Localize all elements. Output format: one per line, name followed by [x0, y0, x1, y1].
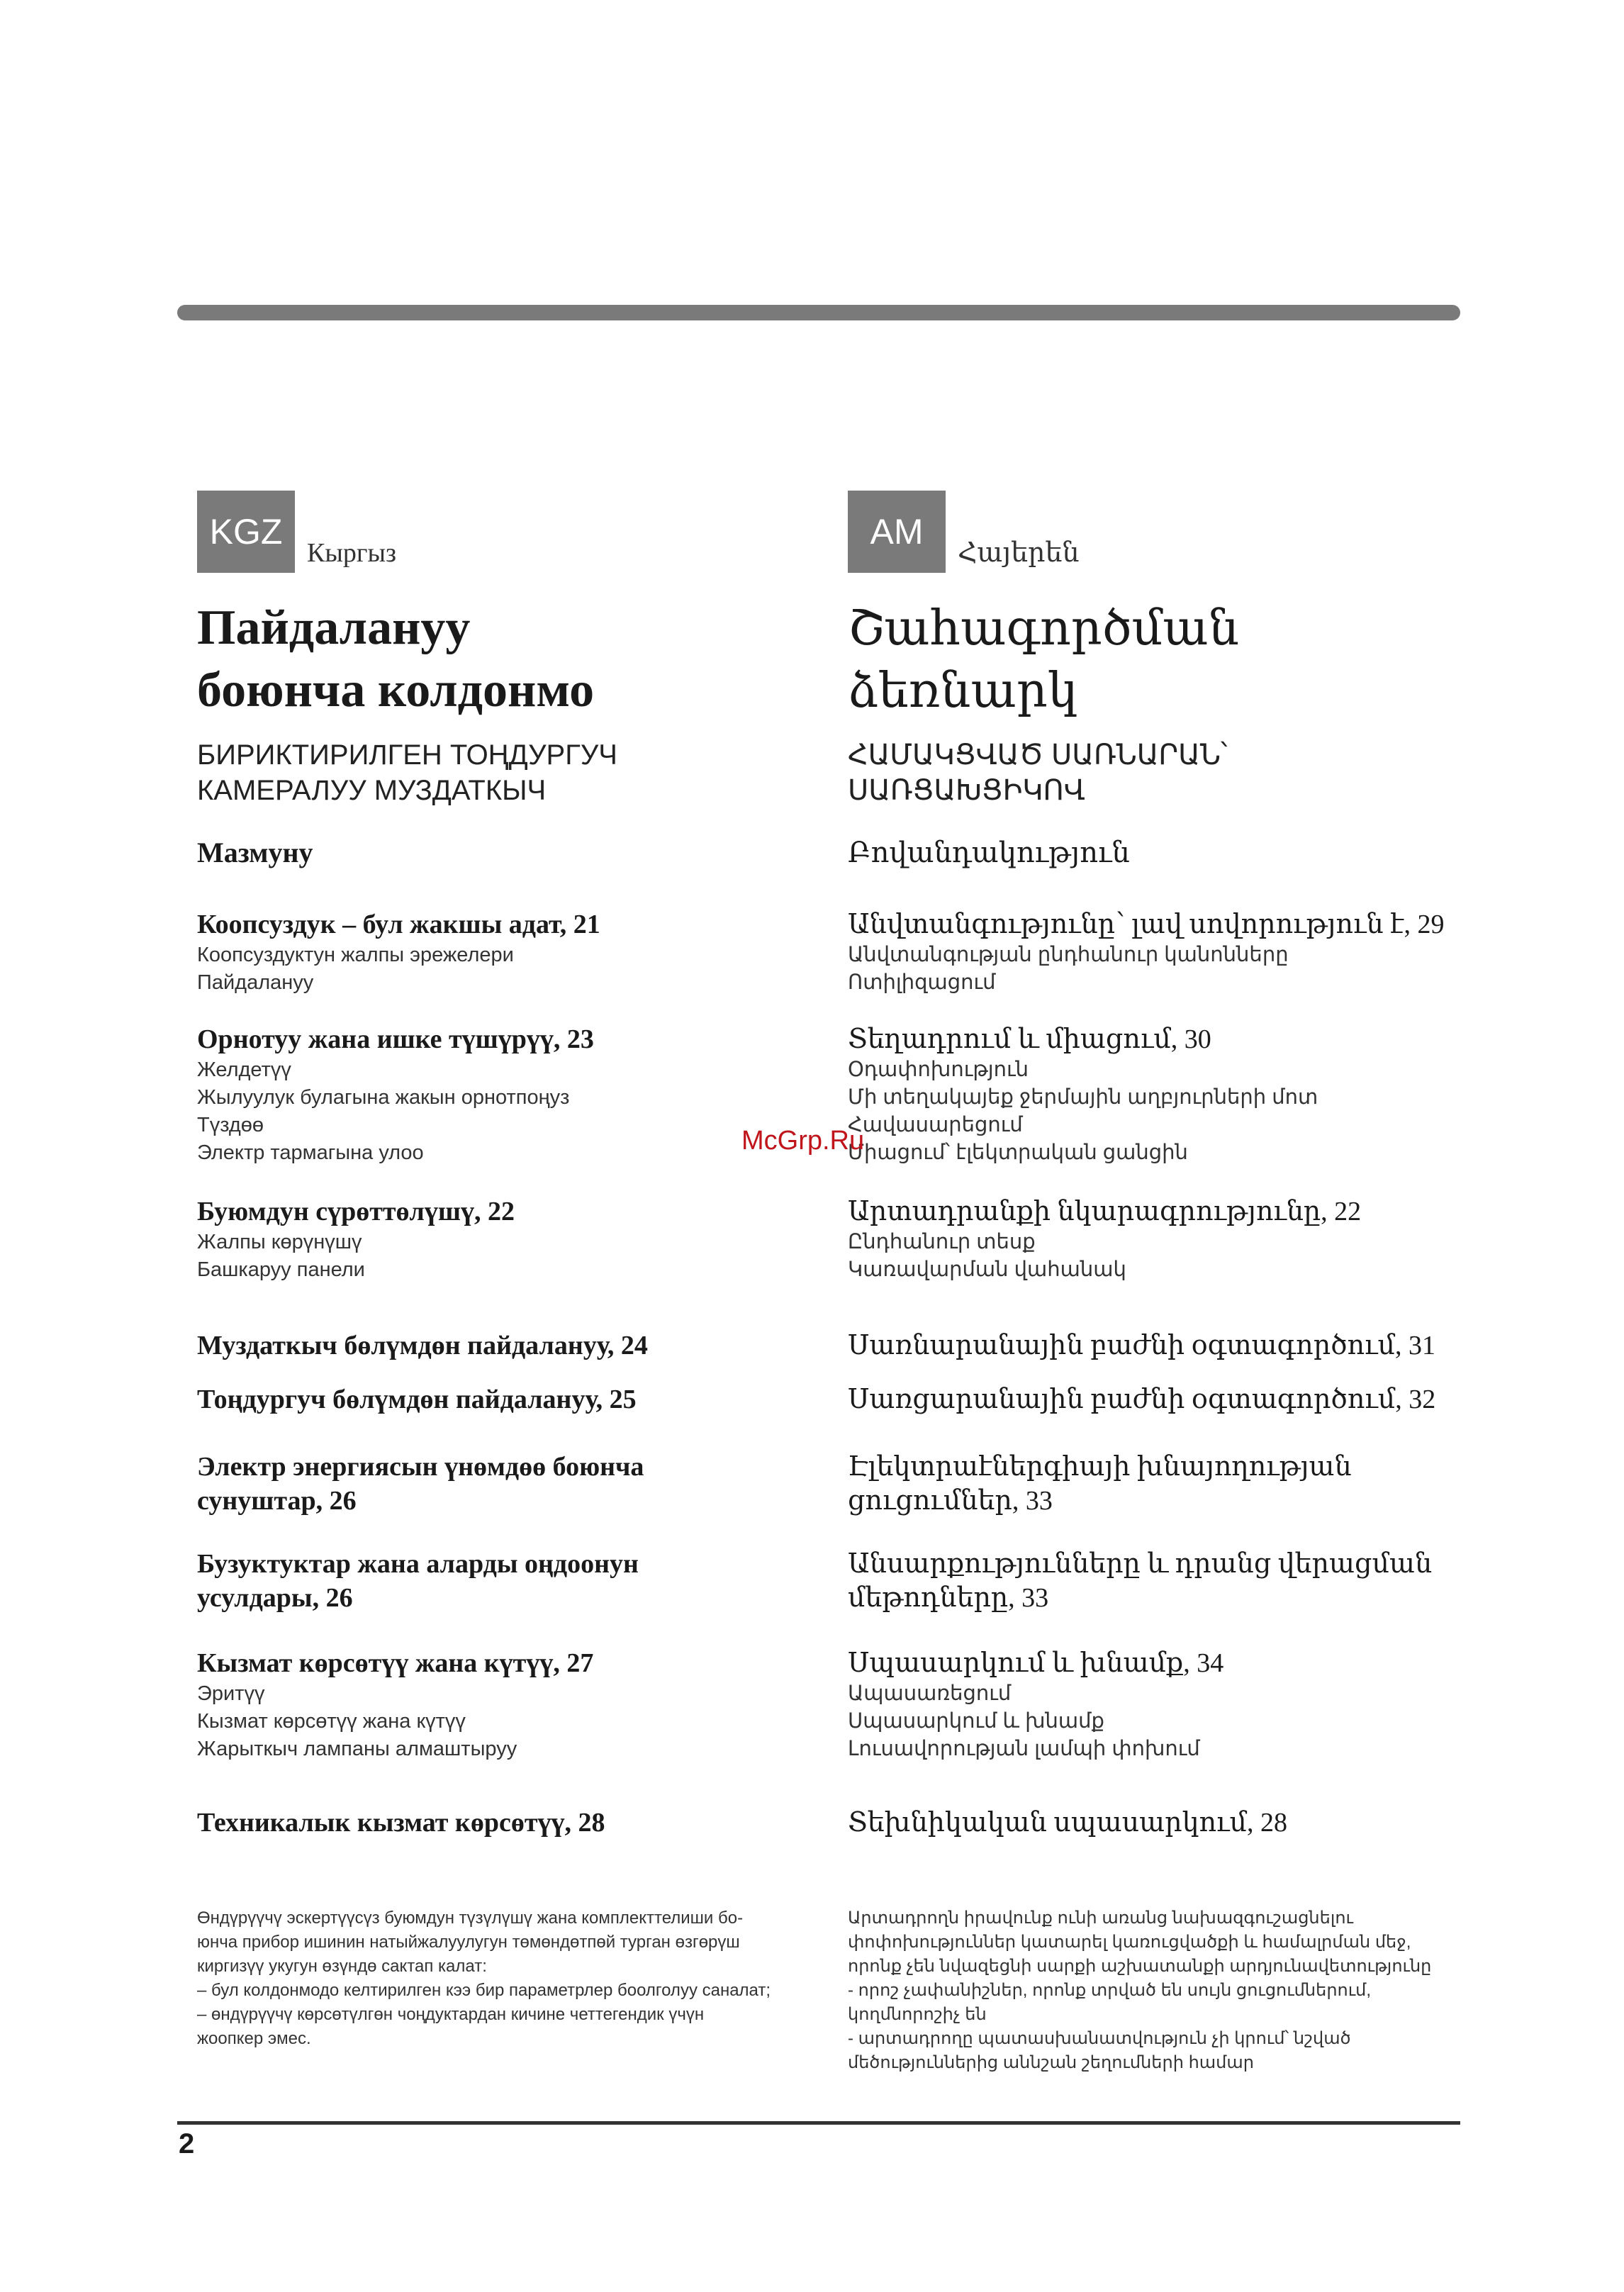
product-subtitle	[197, 737, 617, 808]
contents-section	[197, 1547, 639, 1615]
section-heading: Муздаткыч бөлүмдөн пайдалануу, 24	[197, 1331, 648, 1360]
contents-section	[848, 1450, 1352, 1518]
section-subitem: Жарыткыч лампаны алмаштыруу	[197, 1738, 517, 1760]
language-header	[848, 491, 1486, 574]
subtitle-line: ՍԱՌՑԱԽՑԻԿՈՎ	[848, 775, 1085, 806]
section-heading: Անսարքությունները և դրանց վերացման	[848, 1549, 1433, 1579]
section-heading: Кызмат көрсөтүү жана күтүү, 27	[197, 1648, 594, 1678]
section-subitem: Մի տեղակայեք ջերմային աղբյուրների մոտ	[848, 1086, 1318, 1109]
section-subitem: Լուսավորության լամպի փոխում	[848, 1738, 1200, 1760]
section-subitem: Հավասարեցում	[848, 1114, 1023, 1136]
section-subitem: Түздөө	[197, 1114, 264, 1136]
contents-section	[848, 1646, 1223, 1763]
section-heading: Техникалык кызмат көрсөтүү, 28	[197, 1808, 605, 1838]
section-subitem: Коопсуздуктун жалпы эрежелери	[197, 944, 514, 966]
section-heading: Սպասարկում և խնամք, 34	[848, 1648, 1224, 1678]
contents-section	[848, 1382, 1435, 1416]
section-heading: Электр энергиясын үнөмдөө боюнча	[197, 1452, 644, 1482]
contents-heading: Բովանդակություն	[848, 837, 1130, 868]
footnote-line: Արտադրողն իրավունք ունի առանց նախազգուշացնելու	[848, 1908, 1353, 1928]
section-subitem: Սպասարկում և խնամք	[848, 1710, 1105, 1733]
contents-section	[197, 1329, 648, 1363]
title-line: боюнча колдонмо	[197, 663, 595, 717]
section-subitem: Ընդհանուր տեսք	[848, 1231, 1036, 1253]
contents-section	[197, 1022, 594, 1167]
section-heading: Тоңдургуч бөлүмдөн пайдалануу, 25	[197, 1385, 637, 1414]
bottom-rule	[177, 2121, 1460, 2125]
footnote	[848, 1906, 1472, 2075]
title-line: Շահագործման	[848, 601, 1240, 655]
language-name: Кыргыз	[307, 538, 397, 568]
subtitle-line: ՀԱՄԱԿՑՎԱԾ ՍԱՌՆԱՐԱՆ՝	[848, 739, 1228, 771]
section-heading: Արտադրանքի նկարագրությունը, 22	[848, 1197, 1362, 1226]
section-subitem: Ոտիլիզացում	[848, 971, 996, 994]
footnote-line: փոփոխություններ կատարել կառուցվածքի և համալրման մեջ,	[848, 1933, 1411, 1952]
contents-section	[197, 907, 600, 997]
column-armenian	[848, 491, 1486, 2072]
footnote-line: жоопкер эмес.	[197, 2029, 311, 2048]
language-badge: KGZ	[197, 491, 295, 573]
section-heading: Орнотуу жана ишке түшүрүү, 23	[197, 1024, 594, 1054]
section-subitem: Электр тармагына улоо	[197, 1141, 424, 1164]
contents-section	[197, 1195, 515, 1284]
footnote-line: որոնք չեն նվազեցնի սարքի աշխատանքի արդյունավետությունը	[848, 1957, 1432, 1976]
contents-section	[197, 1646, 593, 1763]
footnote-line: - արտադրողը պատասխանատվություն չի կրում՝ նշված	[848, 2029, 1351, 2048]
footnote-line: - որոշ չափանիշներ, որոնք տրված են սույն ցուցումներում,	[848, 1981, 1372, 2000]
contents-section	[197, 1382, 637, 1416]
section-heading: Տեխնիկական սպասարկում, 28	[848, 1808, 1288, 1838]
section-heading: сунуштар, 26	[197, 1486, 357, 1516]
document-title	[848, 597, 1239, 722]
section-subitem: Пайдалануу	[197, 971, 314, 994]
section-subitem: Ապասառեցում	[848, 1682, 1012, 1705]
section-subitem: Кызмат көрсөтүү жана күтүү	[197, 1710, 466, 1733]
section-subitem: Жылуулук булагына жакын орнотпоңуз	[197, 1086, 570, 1109]
document-title	[197, 597, 594, 722]
section-heading: մեթոդները, 33	[848, 1583, 1049, 1613]
section-subitem: Жалпы көрүнүшү	[197, 1231, 362, 1253]
page-number: 2	[179, 2128, 195, 2159]
contents-section	[848, 1022, 1318, 1167]
subtitle-line: КАМЕРАЛУУ МУЗДАТКЫЧ	[197, 775, 547, 806]
subtitle-line: БИРИКТИРИЛГЕН ТОҢДУРГУЧ	[197, 739, 617, 771]
section-subitem: Эритүү	[197, 1682, 265, 1705]
section-heading: Էլեկտրաէներգիայի խնայողության	[848, 1452, 1352, 1482]
section-heading: Коопсуздук – бул жакшы адат, 21	[197, 910, 600, 939]
language-badge: AM	[848, 491, 946, 573]
contents-section	[848, 907, 1444, 997]
section-heading: Սառնարանային բաժնի օգտագործում, 31	[848, 1331, 1436, 1360]
footnote	[197, 1906, 821, 2051]
language-name: Հայերեն	[958, 538, 1080, 568]
section-heading: Буюмдун сүрөттөлүшү, 22	[197, 1197, 515, 1226]
footnote-line: կողմնորոշիչ են	[848, 2005, 987, 2024]
contents-section	[848, 1547, 1432, 1615]
product-subtitle	[848, 737, 1228, 808]
watermark: McGrp.Ru	[741, 1126, 865, 1156]
section-heading: Տեղադրում և միացում, 30	[848, 1024, 1211, 1054]
section-heading: Անվտանգությունը՝ լավ սովորություն է, 29	[848, 910, 1445, 939]
contents-section	[848, 1195, 1361, 1284]
section-subitem: Օդափոխություն	[848, 1058, 1029, 1081]
section-heading: ցուցումներ, 33	[848, 1486, 1053, 1516]
section-subitem: Անվտանգության ընդհանուր կանոնները	[848, 944, 1289, 966]
contents-section	[848, 1806, 1287, 1840]
section-subitem: Башкаруу панели	[197, 1258, 365, 1281]
section-subitem: Կառավարման վահանակ	[848, 1258, 1126, 1281]
title-line: Пайдалануу	[197, 600, 471, 655]
title-line: ձեռնարկ	[848, 664, 1078, 717]
footnote-line: киргизүү укугун өзүндө сактап калат:	[197, 1957, 487, 1976]
contents-section	[197, 1450, 644, 1518]
language-header	[197, 491, 835, 574]
footnote-line: – өндүрүүчү көрсөтүлгөн чоңдуктардан кичине четтегендик үчүн	[197, 2005, 705, 2024]
top-divider-bar	[177, 305, 1460, 320]
section-subitem: Желдетүү	[197, 1058, 291, 1081]
contents-heading: Мазмуну	[197, 837, 313, 868]
contents-section	[848, 1329, 1435, 1363]
section-heading: усулдары, 26	[197, 1583, 353, 1613]
section-heading: Бузуктуктар жана аларды оңдоонун	[197, 1549, 639, 1579]
section-heading: Սառցարանային բաժնի օգտագործում, 32	[848, 1385, 1436, 1414]
footnote-line: Өндүрүүчү эскертүүсүз буюмдун түзүлүшү жана комплекттелиши бо-	[197, 1908, 744, 1928]
footnote-line: – бул колдонмодо келтирилген кээ бир параметрлер боолголуу саналат;	[197, 1981, 771, 2000]
footnote-line: юнча прибор ишинин натыйжалуулугун төмөндөтпөй турган өзгөрүш	[197, 1933, 740, 1952]
footnote-line: մեծություններից աննշան շեղումների համար	[848, 2053, 1254, 2072]
section-subitem: Միացում՝ էլեկտրական ցանցին	[848, 1141, 1188, 1164]
contents-section	[197, 1806, 605, 1840]
